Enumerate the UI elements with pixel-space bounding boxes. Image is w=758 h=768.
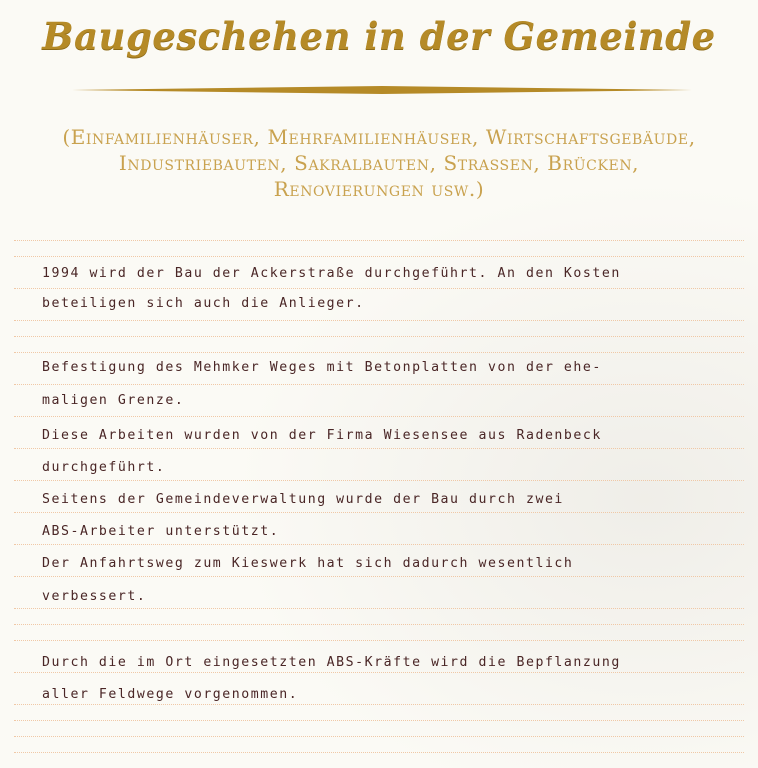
text-line: 1994 wird der Bau der Ackerstraße durchgeführt. An den Kosten: [42, 266, 621, 281]
text-line: maligen Grenze.: [42, 393, 185, 408]
text-line: beteiligen sich auch die Anlieger.: [42, 296, 365, 311]
title-divider: [72, 84, 692, 96]
subtitle-line: (Einfamilienhäuser, Mehrfamilienhäuser, Wirtschaftsgebäude,: [62, 125, 696, 149]
ruled-line: [14, 288, 744, 289]
text-line: Der Anfahrtsweg zum Kieswerk hat sich dadurch wesentlich: [42, 556, 574, 571]
ruled-line: [14, 640, 744, 641]
text-line: Seitens der Gemeindeverwaltung wurde der Bau durch zwei: [42, 492, 564, 507]
ruled-line: [14, 544, 744, 545]
page-title: Baugeschehen in der Gemeinde: [42, 14, 716, 58]
ruled-line: [14, 320, 744, 321]
text-line: Diese Arbeiten wurden von der Firma Wiesensee aus Radenbeck: [42, 428, 602, 443]
ruled-line: [14, 736, 744, 737]
ruled-line: [14, 448, 744, 449]
text-line: Durch die im Ort eingesetzten ABS-Kräfte wird die Bepflanzung: [42, 655, 621, 670]
ruled-line: [14, 704, 744, 705]
ruled-line: [14, 624, 744, 625]
ruled-lines: [14, 0, 744, 768]
text-line: ABS-Arbeiter unterstützt.: [42, 524, 280, 539]
ruled-line: [14, 416, 744, 417]
ruled-line: [14, 240, 744, 241]
ruled-line: [14, 512, 744, 513]
ruled-line: [14, 480, 744, 481]
page-subtitle: [10, 124, 748, 202]
text-line: aller Feldwege vorgenommen.: [42, 687, 299, 702]
ruled-line: [14, 384, 744, 385]
ruled-line: [14, 256, 744, 257]
text-line: durchgeführt.: [42, 460, 166, 475]
ruled-line: [14, 720, 744, 721]
ruled-line: [14, 352, 744, 353]
ruled-line: [14, 336, 744, 337]
subtitle-line: Renovierungen usw.): [273, 177, 485, 201]
ruled-line: [14, 752, 744, 753]
ruled-line: [14, 672, 744, 673]
ruled-line: [14, 576, 744, 577]
text-line: Befestigung des Mehmker Weges mit Betonplatten von der ehe-: [42, 360, 602, 375]
ruled-line: [14, 608, 744, 609]
text-line: verbessert.: [42, 589, 147, 604]
subtitle-line: Industriebauten, Sakralbauten, Strassen, Brücken,: [118, 151, 640, 175]
